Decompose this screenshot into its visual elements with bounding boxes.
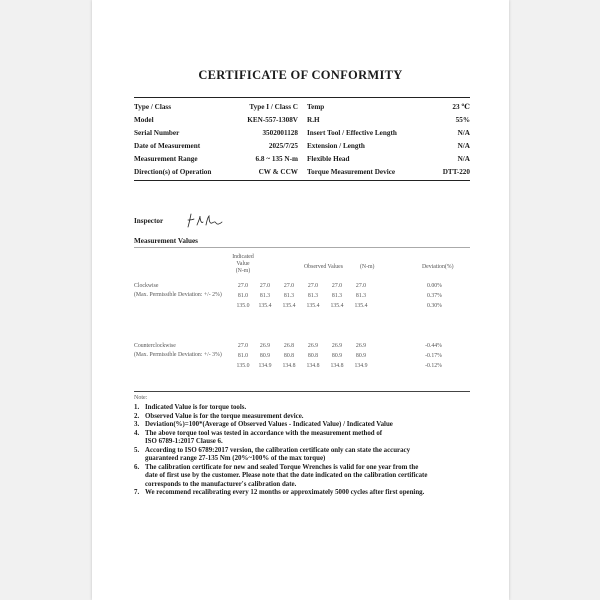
info-label: Direction(s) of Operation [134,168,212,177]
indicated-value-cell: 27.0 [237,343,249,349]
note-text: Deviation(%)=100*(Average of Observed Values - Indicated Value) / Indicated Value [145,421,393,428]
notes-list [134,404,474,498]
indicated-value-cell: 135.0 [236,303,250,309]
observed-value-cell: 134.9 [258,363,272,369]
observed-value-cell: 135.4 [354,303,368,309]
observed-value-cell: 134.8 [330,363,344,369]
deviation-header: Deviation(%) [422,264,454,270]
observed-value-cell: 26.9 [355,343,367,349]
info-label: Measurement Range [134,155,198,164]
counterclockwise-sublabel: (Max. Permissible Deviation: +/- 3%) [134,352,222,358]
info-row [134,127,470,140]
info-label: Serial Number [134,129,180,138]
observed-values-header: Observed Values [304,264,344,270]
observed-value-cell: 26.9 [259,343,271,349]
observed-value-cell: 80.9 [331,353,343,359]
info-label: Torque Measurement Device [307,168,396,177]
info-row [134,166,470,179]
note-item [134,404,474,413]
note-text: corresponds to the manufacturer's calibration date. [145,480,297,488]
observed-value-cell: 26.8 [283,343,295,349]
note-item [134,421,474,430]
info-value: 3502001128 [262,129,298,138]
observed-value-cell: 26.9 [307,343,319,349]
notes-divider [134,391,470,392]
observed-value-cell: 27.0 [355,283,367,289]
observed-value-cell: 135.4 [282,303,296,309]
info-label: Insert Tool / Effective Length [307,129,397,138]
note-number: 2. [134,412,140,420]
note-text: ISO 6789-1:2017 Clause 6. [145,438,223,445]
indicated-value-cell: 81.0 [237,353,249,359]
clockwise-label: Clockwise [134,283,159,289]
info-value: N/A [457,155,470,164]
note-item [134,413,474,422]
info-value: N/A [457,129,470,138]
observed-value-cell: 81.3 [331,293,343,299]
deviation-cell: -0.44% [425,343,442,349]
indicated-value-cell: 27.0 [237,283,249,289]
note-text: We recommend recalibrating every 12 months or approximately 5000 cycles after first opening. [145,489,425,496]
info-value: 55% [455,116,470,125]
certificate-page [92,0,509,600]
info-bottom-divider [134,180,470,181]
info-value: DTT-220 [442,168,470,177]
observed-value-cell: 81.3 [355,293,367,299]
note-item [134,447,474,464]
note-number: 4. [134,429,140,437]
observed-value-cell: 134.9 [354,363,368,369]
info-value: 23 ℃ [452,103,470,111]
measurement-divider [134,247,470,248]
info-row [134,101,470,114]
note-text: Indicated Value is for torque tools. [145,404,247,411]
info-row [134,140,470,153]
deviation-cell: 0.00% [427,283,442,289]
note-number: 6. [134,463,140,471]
note-number: 3. [134,421,140,428]
info-label: R.H [307,116,320,125]
observed-value-cell: 80.8 [307,353,319,359]
certificate-title: CERTIFICATE OF CONFORMITY [198,68,403,82]
observed-value-cell: 27.0 [283,283,295,289]
note-text: Observed Value is for the torque measurement device. [145,412,304,420]
measurement-values-title: Measurement Values [134,237,198,245]
note-number: 7. [134,489,140,496]
inspector-signature [185,212,225,230]
note-text: date of first use by the customer. Please note that the date indicated on the calibration certificate [145,472,428,479]
info-value: N/A [457,142,470,151]
note-text: According to ISO 6789:2017 version, the calibration certificate only can state the accuracy [145,446,411,454]
info-label: Extension / Length [307,142,365,151]
unit-header: (N-m) [360,264,375,270]
observed-value-cell: 134.8 [282,363,296,369]
observed-value-cell: 80.8 [283,353,295,359]
deviation-cell: -0.12% [425,363,442,369]
indicated-value-cell: 81.0 [237,293,249,299]
info-value: Type I / Class C [249,103,298,111]
counterclockwise-label: Counterclockwise [134,343,176,349]
info-row [134,153,470,166]
note-label: Note: [134,395,148,401]
indicated-value-cell: 135.0 [236,363,250,369]
observed-value-cell: 80.9 [355,353,367,359]
indicated-value-header: Indicated Value (N-m) [232,254,254,274]
observed-value-cell: 135.4 [330,303,344,309]
info-table [134,101,470,180]
observed-value-cell: 27.0 [307,283,319,289]
info-label: Temp [307,103,325,111]
info-value: CW & CCW [258,168,298,177]
info-label: Type / Class [134,103,172,111]
info-value: KEN-557-1308V [247,116,298,125]
observed-value-cell: 81.3 [307,293,319,299]
note-item [134,489,474,498]
info-label: Flexible Head [307,155,350,164]
observed-value-cell: 135.4 [258,303,272,309]
clockwise-sublabel: (Max. Permissible Deviation: +/- 2%) [134,292,222,298]
observed-value-cell: 26.9 [331,343,343,349]
info-value: 2025/7/25 [268,142,298,151]
deviation-cell: 0.30% [427,303,442,309]
measurement-table [134,254,470,384]
inspector-label: Inspector [134,217,164,225]
note-item [134,430,474,447]
info-row [134,114,470,127]
note-text: The calibration certificate for new and sealed Torque Wrenches is valid for one year from the [145,463,419,471]
observed-value-cell: 81.3 [283,293,295,299]
note-number: 1. [134,404,140,411]
note-text: guaranteed range 27-135 Nm (20%~100% of the max torque) [145,455,326,462]
observed-value-cell: 27.0 [259,283,271,289]
observed-value-cell: 80.9 [259,353,271,359]
observed-value-cell: 27.0 [331,283,343,289]
info-value: 6.8 ~ 135 N-m [255,155,298,164]
info-label: Model [134,116,154,125]
note-text: The above torque tool was tested in accordance with the measurement method of [145,429,383,437]
note-number: 5. [134,446,140,454]
note-item [134,464,474,490]
observed-value-cell: 135.4 [306,303,320,309]
info-top-divider [134,97,470,98]
info-label: Date of Measurement [134,142,201,151]
deviation-cell: 0.37% [427,293,442,299]
deviation-cell: -0.17% [425,353,442,359]
observed-value-cell: 81.3 [259,293,271,299]
observed-value-cell: 134.8 [306,363,320,369]
